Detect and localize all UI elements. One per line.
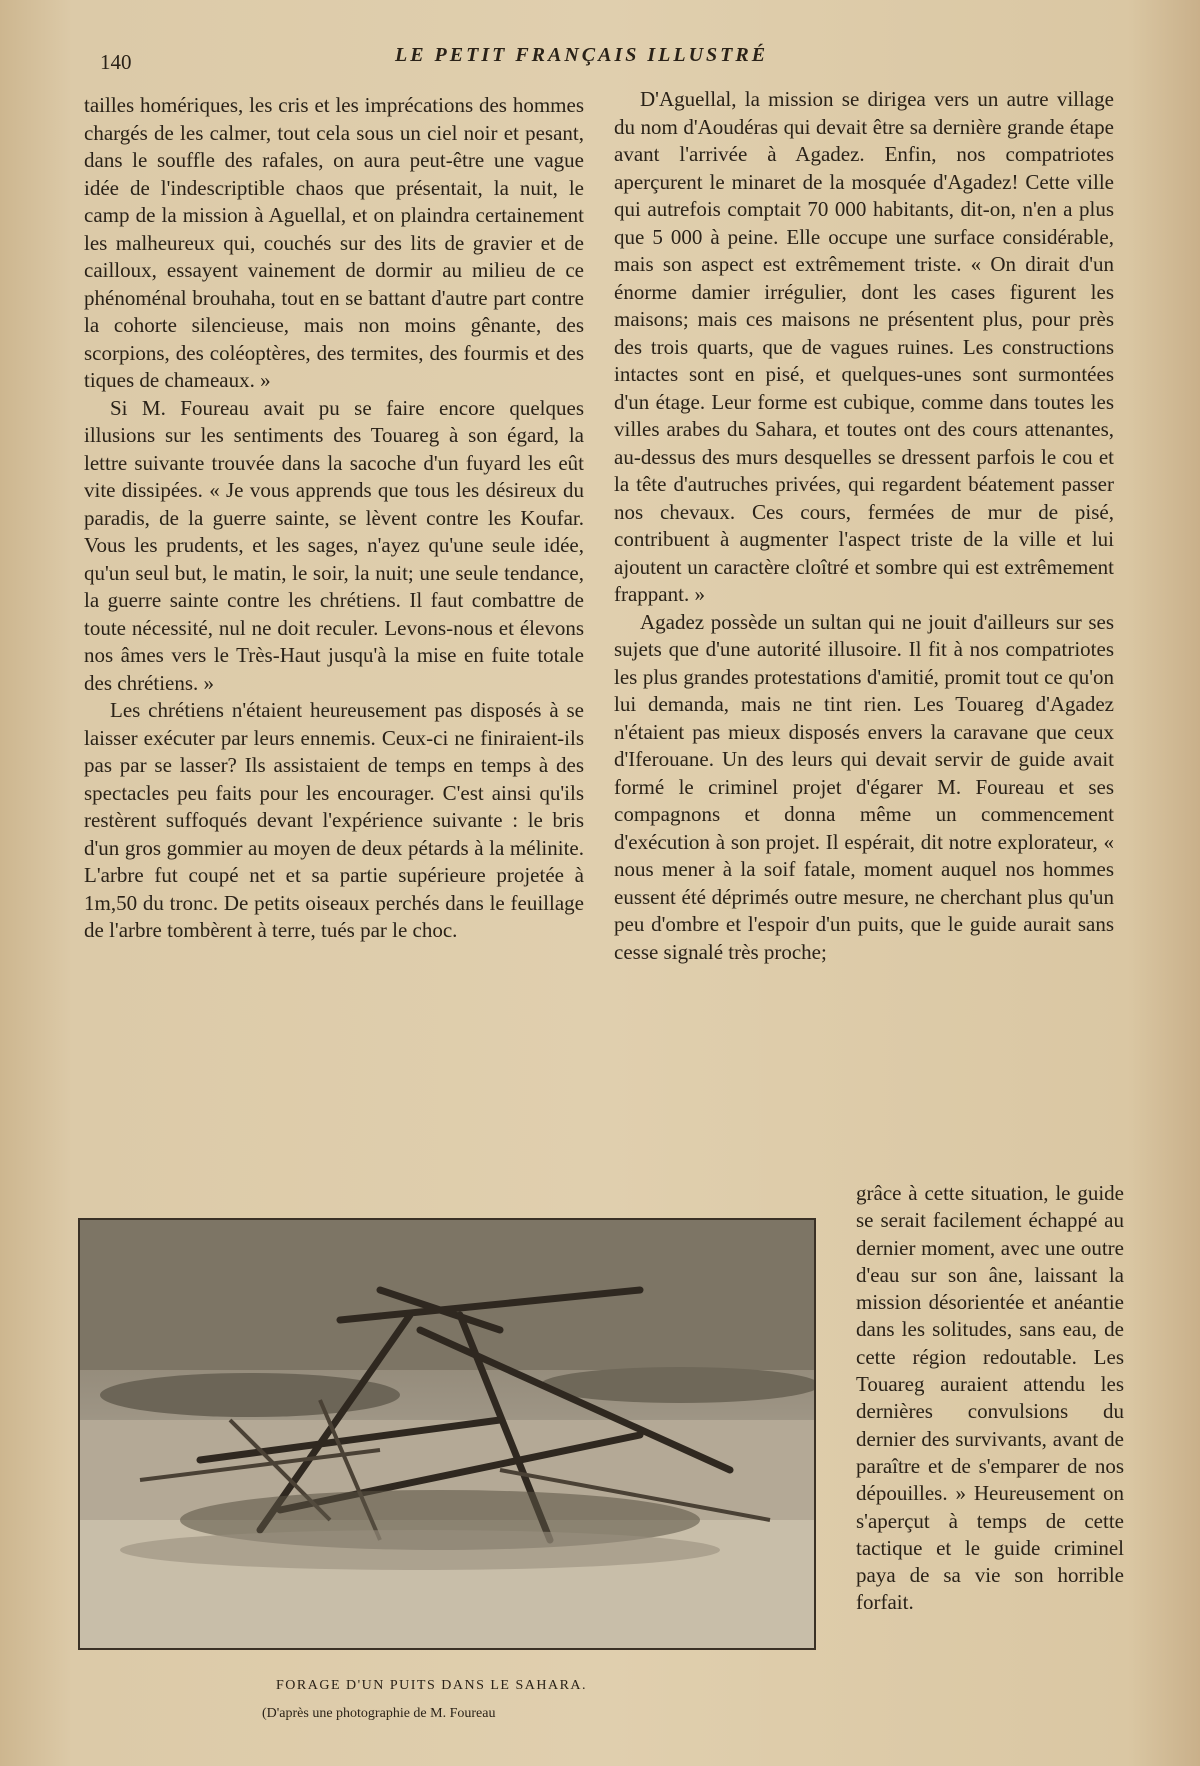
wrap-text: grâce à cette situation, le guide se serait facilement échappé au dernier moment, avec une outre d'eau sur son âne, laissant la mission désorientée et anéantie dans les solitudes, sans eau, de cette région redoutable. Les Touareg auraient attendu les dernières convulsions du dernier des survivants, avant de paraître et de s'emparer de nos dépouilles. » Heureusement on s'aperçut à temps de cette tactique et le guide criminel paya de sa vie son horrible forfait. [856, 1181, 1124, 1615]
figure-credit: (D'après une photographie de M. Foureau [262, 1706, 496, 1721]
left-paragraph-3: Les chrétiens n'étaient heureusement pas disposés à se laisser exécuter par leurs ennemis. Ceux-ci ne finiraient-ils pas par se lasser? Ils assistaient de temps en temps à des spectacles peu faits pour les encourager. C'est ainsi qu'ils restèrent suffoqués devant l'expérience suivante : le bris d'un gros gommier au moyen de deux pétards à la mélinite. L'arbre fut coupé net et sa partie supérieure projetée à 1m,50 du tronc. De petits oiseaux perchés dans le feuillage de l'arbre tombèrent à terre, tués par le choc. [84, 698, 584, 942]
right-paragraph-2: Agadez possède un sultan qui ne jouit d'ailleurs sur ses sujets que d'une autorité illusoire. Il fit à nos compatriotes les plus grandes protestations d'amitié, promit tout ce qu'on lui demanda, mais ne tint rien. Les Touareg d'Agadez n'étaient pas mieux disposés envers la caravane que ceux d'Iferouane. Un des leurs qui devait servir de guide avait formé le criminel projet d'égarer M. Foureau et ses compagnons et donna même un commencement d'exécution à son projet. Il espérait, dit notre explorateur, « nous mener à la soif fatale, moment auquel nos hommes eussent été déprimés outre mesure, ne cherchant plus qu'un peu d'ombre et l'espoir d'un puits, que le guide aurait sans cesse signalé très proche; [614, 609, 1114, 964]
photo-illustration [80, 1220, 814, 1648]
left-paragraph-1: tailles homériques, les cris et les imprécations des hommes chargés de les calmer, tout cela sous un ciel noir et pesant, dans le souffle des rafales, on aura peut-être une vague idée de l'indescriptible chaos que présentait, la nuit, le camp de la mission à Aguellal, et on plaindra certainement les malheureux qui, couchés sur des lits de gravier et de cailloux, essayent vainement de dormir au milieu de ce phénoménal brouhaha, tout en se battant d'autre part contre la cohorte silencieuse, mais non moins gênante, des scorpions, des coléoptères, des termites, des fourmis et des tiques de chameaux. » [84, 93, 584, 392]
figure-caption: FORAGE D'UN PUITS DANS LE SAHARA. [276, 1678, 588, 1693]
right-paragraph-1: D'Aguellal, la mission se dirigea vers un autre village du nom d'Aoudéras qui devait être sa dernière grande étape avant l'arrivée à Agadez. Enfin, nos compatriotes aperçurent le minaret de la mosquée d'Agadez! Cette ville qui autrefois comptait 70 000 habitants, dit-on, n'en a plus que 5 000 à peine. Elle occupe une surface considérable, mais son aspect est extrêmement triste. « On dirait d'un énorme damier irrégulier, dont les cases figurent les maisons; mais ces maisons ne présentent plus, pour près des trois quarts, que de vagues ruines. Les constructions intactes sont en pisé, et quelques-unes sont surmontées d'un étage. Leur forme est cubique, comme dans toutes les villes arabes du Sahara, et toutes ont des cours attenantes, au-dessus des murs desquelles se dressent parfois le cou et la tête d'autruches privées, qui regardent béatement passer nos chevaux. Ces cours, fermées de mur de pisé, contribuent à augmenter l'aspect triste de la ville et lui ajoutent un caractère cloîtré et sombre qui est extrêmement frappant. » [614, 87, 1114, 606]
left-column [84, 92, 584, 945]
page-number: 140 [100, 50, 132, 74]
left-paragraph-2: Si M. Foureau avait pu se faire encore quelques illusions sur les sentiments des Touareg à son égard, la lettre suivante trouvée dans la sacoche d'un fuyard les eût vite dissipées. « Je vous apprends que tous les désireux du paradis, de la guerre sainte, se lèvent contre les Koufar. Vous les prudents, et les sages, n'ayez qu'une seule idée, qu'un seul but, le matin, le soir, la nuit; une seule tendance, la guerre sainte contre les chrétiens. Il faut combattre de toute nécessité, nul ne doit reculer. Levons-nous et élevons nos âmes vers le Très-Haut jusqu'à la mise en fuite totale des chrétiens. » [84, 395, 584, 695]
well-drilling-photo [78, 1218, 816, 1650]
right-column [614, 86, 1114, 966]
running-title: LE PETIT FRANÇAIS ILLUSTRÉ [395, 44, 769, 66]
